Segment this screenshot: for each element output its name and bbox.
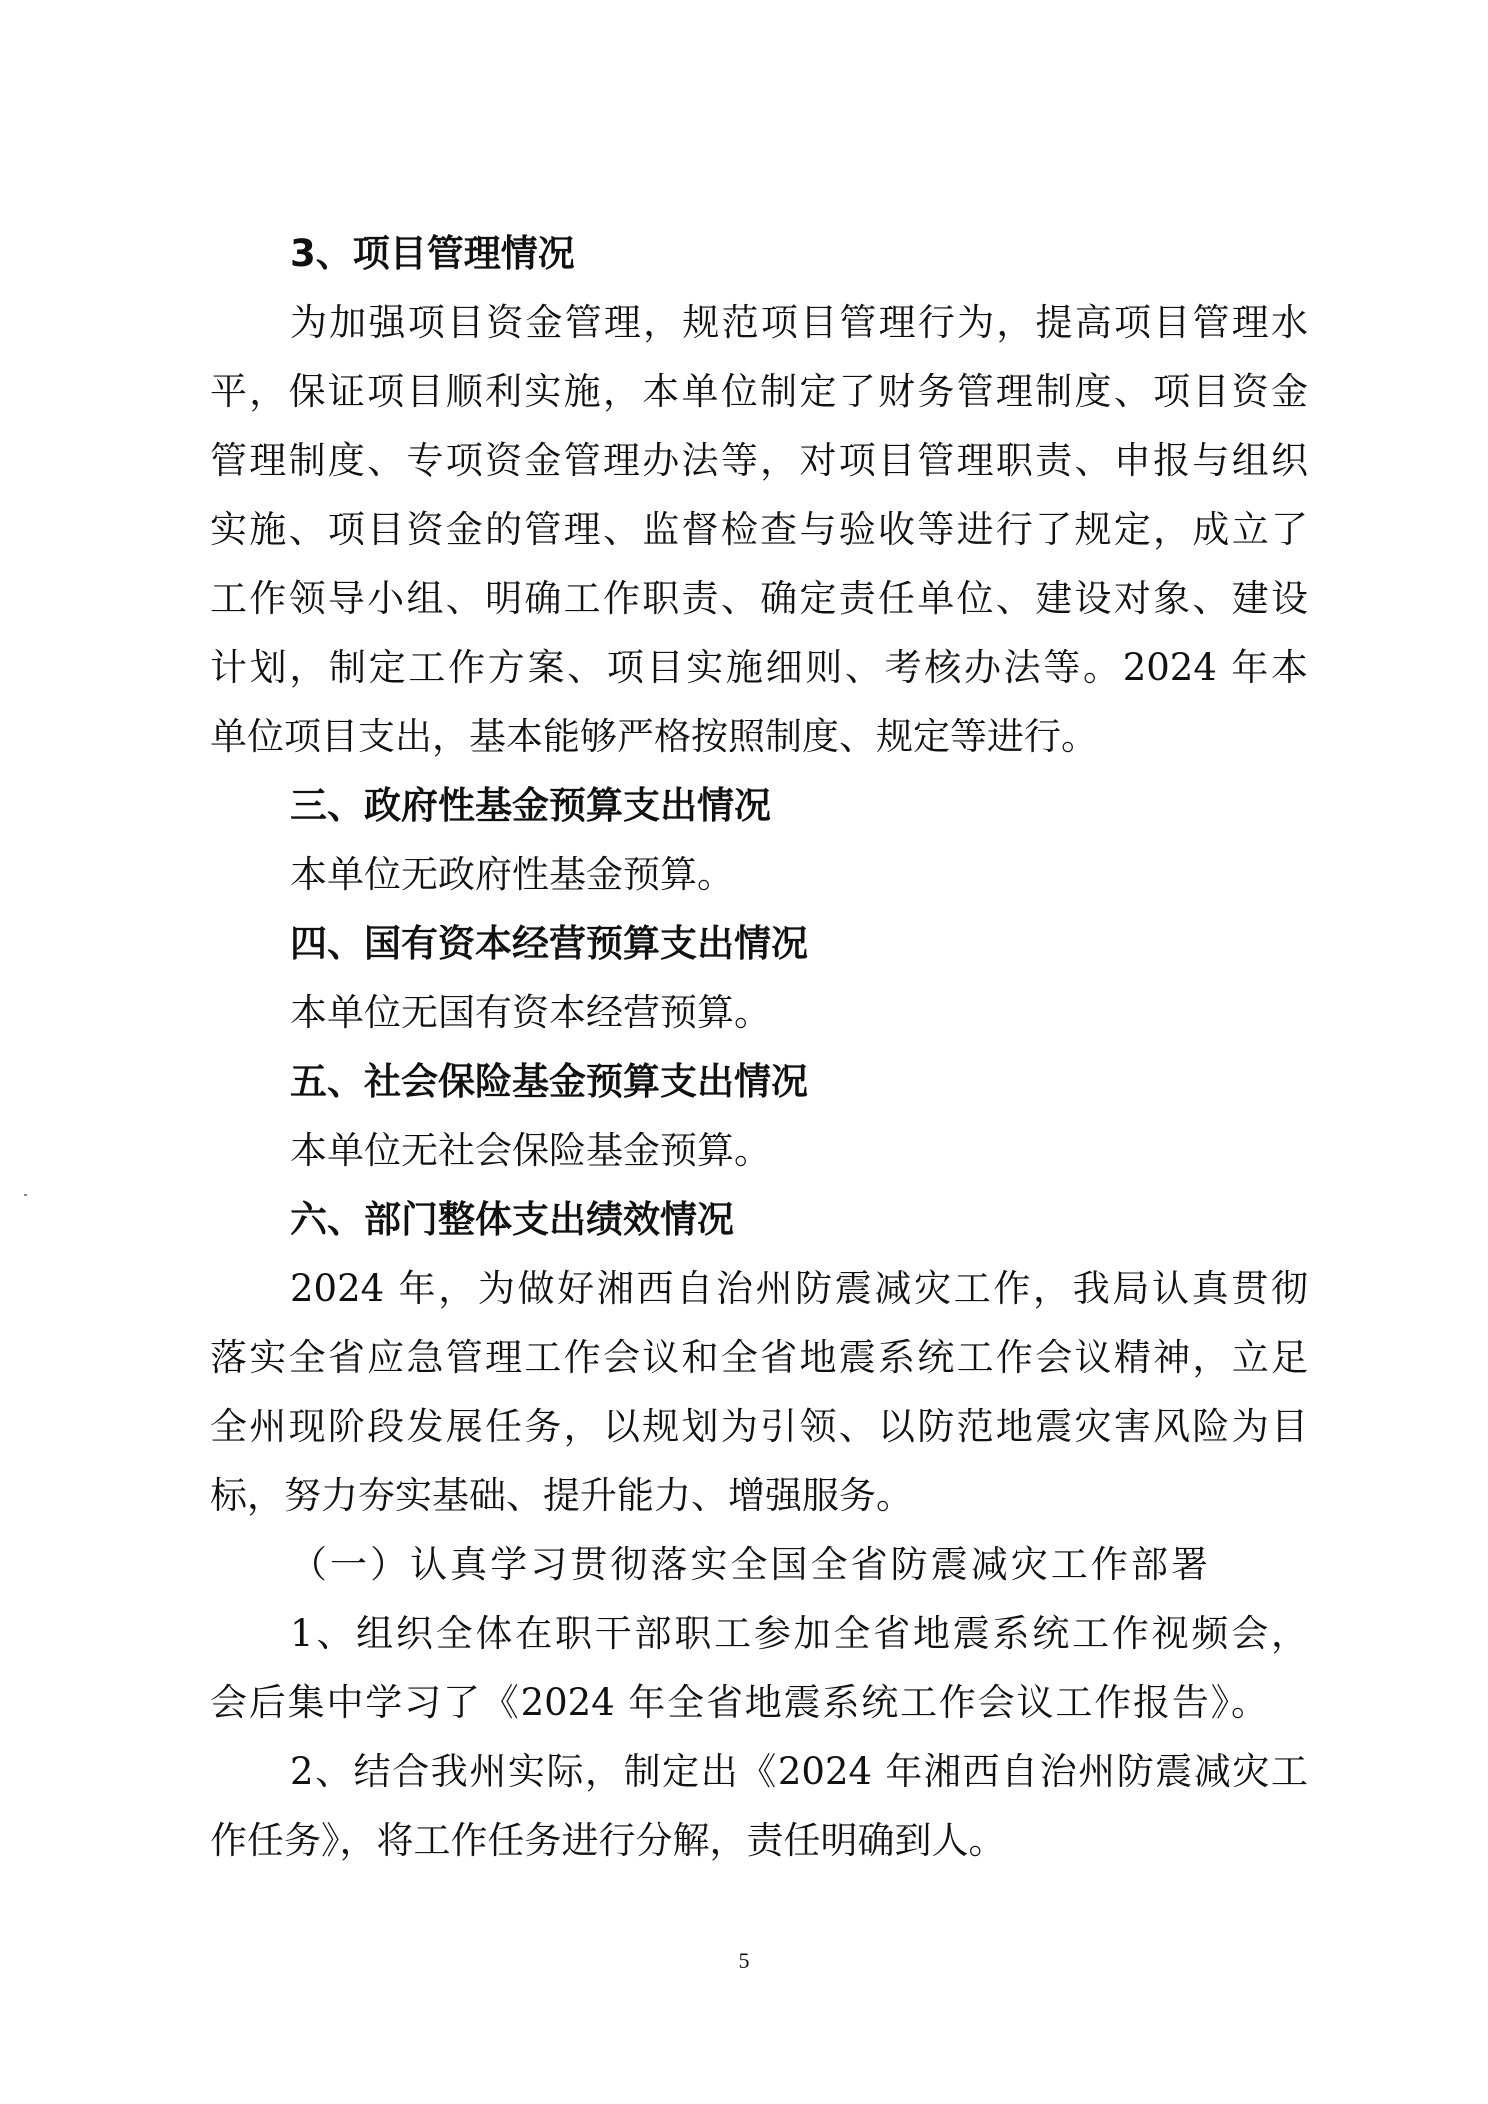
paragraph-line: 全州现阶段发展任务，以规划为引领、以防范地震灾害风险为目 bbox=[210, 1405, 1308, 1448]
paragraph-line: 工作领导小组、明确工作职责、确定责任单位、建设对象、建设 bbox=[210, 577, 1308, 620]
paragraph-line: 本单位无政府性基金预算。 bbox=[290, 853, 734, 896]
section-heading-social-insurance: 五、社会保险基金预算支出情况 bbox=[290, 1060, 808, 1103]
section-heading-government-fund: 三、政府性基金预算支出情况 bbox=[290, 784, 771, 827]
paragraph-line: 单位项目支出，基本能够严格按照制度、规定等进行。 bbox=[210, 715, 1098, 758]
section-heading-performance: 六、部门整体支出绩效情况 bbox=[290, 1198, 734, 1241]
page-number: 5 bbox=[738, 1948, 750, 1973]
paragraph-line: 2024 年，为做好湘西自治州防震减灾工作，我局认真贯彻 bbox=[290, 1267, 1308, 1310]
subsection-heading: （一）认真学习贯彻落实全国全省防震减灾工作部署 bbox=[290, 1543, 1208, 1586]
section-heading-project-management: 3、项目管理情况 bbox=[290, 232, 575, 275]
scan-mark bbox=[24, 1194, 27, 1196]
paragraph-line: 实施、项目资金的管理、监督检查与验收等进行了规定，成立了 bbox=[210, 508, 1308, 551]
paragraph-line: 管理制度、专项资金管理办法等，对项目管理职责、申报与组织 bbox=[210, 439, 1308, 482]
section-heading-state-capital: 四、国有资本经营预算支出情况 bbox=[290, 922, 808, 965]
paragraph-line: 标，努力夯实基础、提升能力、增强服务。 bbox=[210, 1474, 913, 1517]
paragraph-line: 为加强项目资金管理，规范项目管理行为，提高项目管理水 bbox=[290, 301, 1308, 344]
paragraph-line: 1、组织全体在职干部职工参加全省地震系统工作视频会， bbox=[290, 1612, 1308, 1655]
paragraph-line: 2、结合我州实际，制定出《2024 年湘西自治州防震减灾工 bbox=[290, 1750, 1308, 1793]
paragraph-line: 平，保证项目顺利实施，本单位制定了财务管理制度、项目资金 bbox=[210, 370, 1308, 413]
paragraph-line: 计划，制定工作方案、项目实施细则、考核办法等。2024 年本 bbox=[210, 646, 1308, 689]
paragraph-line: 作任务》，将工作任务进行分解，责任明确到人。 bbox=[210, 1819, 1006, 1862]
paragraph-line: 会后集中学习了《2024 年全省地震系统工作会议工作报告》。 bbox=[210, 1681, 1268, 1724]
paragraph-line: 落实全省应急管理工作会议和全省地震系统工作会议精神，立足 bbox=[210, 1336, 1308, 1379]
paragraph-line: 本单位无社会保险基金预算。 bbox=[290, 1129, 771, 1172]
paragraph-line: 本单位无国有资本经营预算。 bbox=[290, 991, 771, 1034]
